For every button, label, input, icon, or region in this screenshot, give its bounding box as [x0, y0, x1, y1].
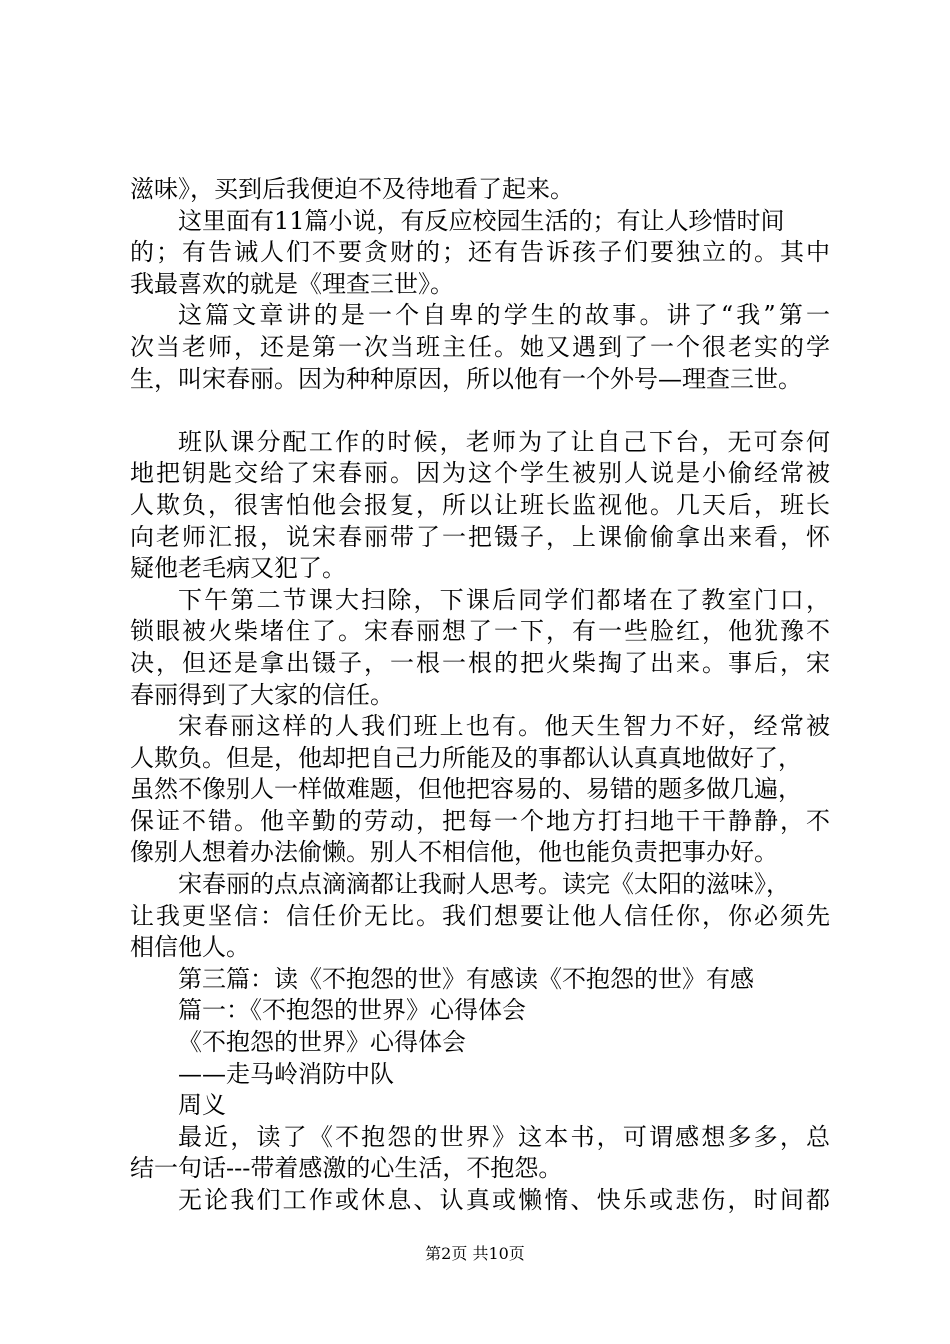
article-title: 《不抱怨的世界》心得体会 — [178, 1028, 466, 1057]
paragraph-gap — [130, 395, 830, 427]
text-line: 下午第二节课大扫除，下课后同学们都堵在了教室门口， — [178, 585, 830, 614]
text-line: 宋春丽这样的人我们班上也有。他天生智力不好，经常被 — [178, 712, 830, 741]
text-line: 我最喜欢的就是《理查三世》。 — [130, 269, 454, 298]
text-line: 班队课分配工作的时候，老师为了让自己下台，无可奈何 — [178, 427, 830, 456]
text-line: 这篇文章讲的是一个自卑的学生的故事。讲了“我”第一 — [178, 301, 830, 330]
text-line: 这里面有11篇小说，有反应校园生活的；有让人珍惜时间 — [178, 206, 785, 235]
text-line: 保证不错。他辛勤的劳动，把每一个地方打扫地干干静静，不 — [130, 806, 830, 835]
text-line: 锁眼被火柴堵住了。宋春丽想了一下，有一些脸红，他犹豫不 — [130, 617, 830, 646]
text-line: 地把钥匙交给了宋春丽。因为这个学生被别人说是小偷经常被 — [130, 459, 830, 488]
text-line: 让我更坚信：信任价无比。我们想要让他人信任你，你必须先 — [130, 901, 830, 930]
page-number-footer: 第2页 共10页 — [425, 1244, 525, 1263]
text-line: 宋春丽的点点滴滴都让我耐人思考。读完《太阳的滋味》， — [178, 870, 790, 899]
text-line: 向老师汇报，说宋春丽带了一把镊子，上课偷偷拿出来看，怀 — [130, 522, 830, 551]
document-body — [130, 174, 830, 1217]
text-line: 无论我们工作或休息、认真或懒惰、快乐或悲伤，时间都 — [178, 1186, 830, 1214]
text-line: 人欺负，很害怕他会报复，所以让班长监视他。几天后，班长 — [130, 490, 830, 519]
text-line: 次当老师，还是第一次当班主任。她又遇到了一个很老实的学 — [130, 332, 830, 361]
subsection-heading: 篇一：《不抱怨的世界》心得体会 — [178, 996, 526, 1025]
text-line: 最近，读了《不抱怨的世界》这本书，可谓感想多多，总 — [178, 1122, 830, 1151]
article-byline-author: 周义 — [178, 1091, 226, 1120]
text-line: 滋味》，买到后我便迫不及待地看了起来。 — [130, 175, 574, 203]
text-line: 的；有告诫人们不要贪财的；还有告诉孩子们要独立的。其中 — [130, 238, 830, 267]
text-line: 人欺负。但是，他却把自己力所能及的事都认认真真地做好了， — [130, 743, 802, 772]
text-line: 疑他老毛病又犯了。 — [130, 554, 346, 583]
article-byline-unit: ——走马岭消防中队 — [178, 1059, 394, 1088]
text-line: 相信他人。 — [130, 933, 250, 962]
text-line: 像别人想着办法偷懒。别人不相信他，他也能负责把事办好。 — [130, 838, 778, 867]
text-line: 决，但还是拿出镊子，一根一根的把火柴掏了出来。事后，宋 — [130, 648, 830, 677]
text-line: 春丽得到了大家的信任。 — [130, 680, 394, 709]
text-line: 虽然不像别人一样做难题，但他把容易的、易错的题多做几遍， — [130, 775, 802, 804]
text-line: 结一句话---带着感激的心生活，不抱怨。 — [130, 1154, 563, 1183]
section-heading: 第三篇：读《不抱怨的世》有感读《不抱怨的世》有感 — [178, 964, 754, 993]
text-line: 生，叫宋春丽。因为种种原因，所以他有一个外号—理查三世。 — [130, 364, 802, 393]
